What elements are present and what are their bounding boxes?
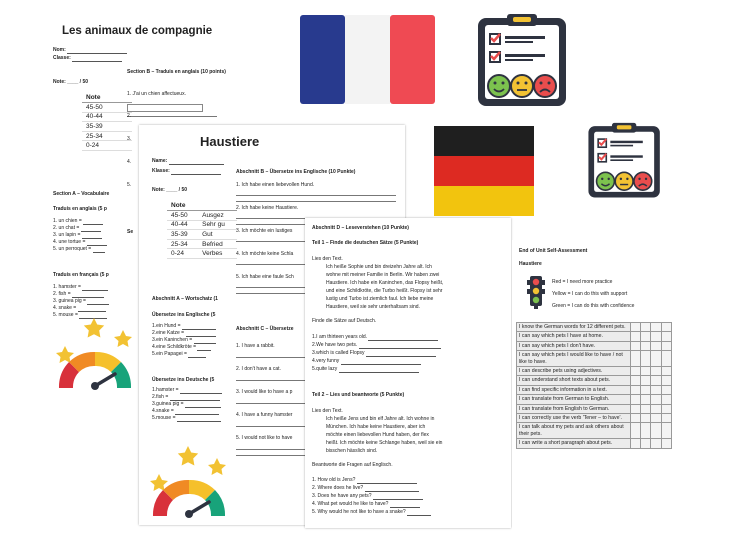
self-assessment-subtitle: Haustiere — [519, 261, 542, 267]
assessment-clipboard-icon — [586, 116, 672, 206]
german-a-item: 5.ein Papagei = — [152, 351, 206, 358]
french-section-b-heading: Section B – Traduis en anglais (10 points) — [127, 69, 226, 75]
rating-cell[interactable] — [661, 351, 671, 367]
german-a-item: 2.eine Katze = — [152, 330, 216, 337]
can-do-statement: I can say which pets I don't have. — [517, 341, 631, 350]
grade-word: Ausgez — [198, 211, 237, 221]
german-a-item: 4.eine Schildkröte = — [152, 344, 211, 351]
german-c-item: 2. I don't have a cat. — [236, 366, 281, 372]
grade-range: 40-44 — [167, 220, 198, 230]
rating-cell[interactable] — [640, 439, 650, 448]
german-b-item: 3. Ich möchte ein lustiges — [236, 228, 293, 234]
german-b-item: 5. Ich habe eine faule Sch — [236, 274, 294, 280]
teil2-question: 1. How old is Jens? — [312, 477, 417, 484]
french-nom-label: Nom: — [53, 47, 66, 53]
lies-text: Lies den Text. — [312, 256, 343, 262]
rating-cell[interactable] — [651, 367, 661, 376]
self-assessment-row — [517, 351, 672, 367]
french-a-item: 2. un chat = — [53, 225, 101, 232]
reading-text-line: Haustiere, weil sie sehr unterhaltsam sind. — [326, 304, 420, 310]
teil2-question: 5. Why would he not like to have a snake? — [312, 509, 431, 516]
teil2-question: 4. What pet would he like to have? — [312, 501, 420, 508]
teil1-item: 1.I am thirteen years old. — [312, 334, 438, 341]
french-a-item: 4. une tortue = — [53, 239, 107, 246]
reading-text-line: wohne mit meiner Familie in Berlin. Wir haben zwei — [326, 272, 440, 278]
reading-text-line: Ich heiße Jens und bin elf Jahre alt. Ich wohne in — [326, 416, 435, 422]
can-do-statement: I can say which pets I would like to have / not like to have. — [517, 351, 631, 367]
german-a-item: 1.hamster = — [152, 387, 222, 394]
grade-word: Verbes — [198, 249, 237, 259]
german-a-item: 1.ein Hund = — [152, 323, 216, 330]
rating-cell[interactable] — [651, 341, 661, 350]
can-do-statement: I know the German words for 12 different pets. — [517, 323, 631, 332]
rating-cell[interactable] — [630, 323, 640, 332]
german-b-item: 1. Ich habe einen liebevollen Hund. — [236, 182, 315, 188]
french-b-num: 4. — [127, 159, 132, 165]
grade-range: 45-50 — [167, 211, 198, 221]
german-c-item: 1. I have a rabbit. — [236, 343, 275, 349]
rating-cell[interactable] — [640, 385, 650, 394]
rating-cell[interactable] — [651, 332, 661, 341]
german-a-item: 3.guinea pig = — [152, 401, 221, 408]
german-b-item: 4. Ich möchte keine Schla — [236, 251, 294, 257]
can-do-statement: I can describe pets using adjectives. — [517, 367, 631, 376]
french-a-sub1: Traduis en anglais (5 p — [53, 206, 107, 212]
rating-cell[interactable] — [661, 423, 671, 439]
rating-cell[interactable] — [651, 323, 661, 332]
german-name-label: Name: — [152, 158, 168, 164]
teil1-item: 4.very funny — [312, 358, 421, 365]
grade-word: Gut — [198, 230, 237, 240]
french-flag — [300, 15, 435, 104]
rating-cell[interactable] — [640, 351, 650, 367]
reading-text-line: heißt. Ich möchte keine Schlange haben, weil sie ein — [326, 440, 443, 446]
rating-cell[interactable] — [630, 367, 640, 376]
french-b-num: 5. — [127, 182, 132, 188]
rating-cell[interactable] — [640, 395, 650, 404]
rating-cell[interactable] — [651, 404, 661, 413]
grade-cell: 0-24 — [82, 141, 132, 151]
teil1-item: 2.We have two pets. — [312, 342, 441, 349]
french-a-item: 2. fish = — [53, 291, 104, 298]
french-title: Les animaux de compagnie — [62, 25, 213, 37]
self-assessment-title: End of Unit Self-Assessment — [519, 248, 588, 254]
rating-cell[interactable] — [640, 404, 650, 413]
french-b-num: 3. — [127, 136, 132, 142]
speedometer-icon — [149, 444, 229, 520]
grade-cell: 25-34 — [82, 131, 132, 141]
teil1-heading: Teil 1 – Finde die deutschen Sätze (5 Punkte) — [312, 240, 419, 246]
french-a-item: 5. mouse = — [53, 312, 107, 319]
rating-cell[interactable] — [640, 423, 650, 439]
speedometer-icon — [55, 316, 135, 392]
self-assessment-row — [517, 376, 672, 385]
rating-cell[interactable] — [661, 395, 671, 404]
can-do-statement: I can write a short paragraph about pets. — [517, 439, 631, 448]
rating-cell[interactable] — [661, 404, 671, 413]
answer-box — [127, 104, 203, 112]
self-assessment-row — [517, 385, 672, 394]
teil1-item: 3.which is called Flopsy — [312, 350, 436, 357]
reading-worksheet — [305, 218, 511, 528]
self-assessment-row — [517, 404, 672, 413]
german-a-item: 2.fish = — [152, 394, 220, 401]
rating-cell[interactable] — [661, 439, 671, 448]
teil2-heading: Teil 2 – Lies und beantworte (5 Punkte) — [312, 392, 405, 398]
rating-cell[interactable] — [661, 323, 671, 332]
german-a-item: 5.mouse = — [152, 415, 221, 422]
reading-text-line: München. Ich habe keine Haustiere, aber ich — [326, 424, 426, 430]
lies-text: Lies den Text. — [312, 408, 343, 414]
rating-cell[interactable] — [630, 332, 640, 341]
french-a-item: 5. un perroquet = — [53, 246, 105, 253]
french-a-item: 3. guinea pig = — [53, 298, 109, 305]
rating-cell[interactable] — [651, 385, 661, 394]
self-assessment-row — [517, 341, 672, 350]
section-d-heading: Abschnitt D – Leseverstehen (10 Punkte) — [312, 225, 409, 231]
grade-header: Note — [167, 201, 198, 211]
rating-cell[interactable] — [630, 414, 640, 423]
grade-range: 35-39 — [167, 230, 198, 240]
rating-cell[interactable] — [630, 395, 640, 404]
self-assessment-row — [517, 367, 672, 376]
german-a-item: 4.snake = — [152, 408, 219, 415]
german-grade-table — [167, 201, 237, 259]
rating-cell[interactable] — [651, 376, 661, 385]
french-a-item: 1. un chien = — [53, 218, 103, 225]
rating-cell[interactable] — [630, 341, 640, 350]
can-do-statement: I can translate from German to English. — [517, 395, 631, 404]
rating-cell[interactable] — [630, 376, 640, 385]
grade-cell: 45-50 — [82, 103, 132, 113]
rating-cell[interactable] — [651, 395, 661, 404]
rating-cell[interactable] — [651, 423, 661, 439]
french-classe-label: Classe: — [53, 55, 71, 61]
reading-text-line: Ich heiße Sophie und bin dreizehn Jahre alt. Ich — [326, 264, 432, 270]
rating-cell[interactable] — [661, 367, 671, 376]
german-flag — [434, 126, 534, 216]
can-do-statement: I can talk about my pets and ask others about their pets. — [517, 423, 631, 439]
french-grade-table — [82, 93, 132, 151]
rating-cell[interactable] — [661, 332, 671, 341]
rating-cell[interactable] — [661, 414, 671, 423]
self-assessment-row — [517, 439, 672, 448]
legend-green: Green = I can do this with confidence — [552, 303, 635, 309]
self-assessment-sheet — [512, 240, 728, 538]
self-assessment-row — [517, 423, 672, 439]
german-klasse-label: Klasse: — [152, 168, 170, 174]
grade-word: Sehr gu — [198, 220, 237, 230]
reading-text-line: bisschen hässlich sind. — [326, 448, 378, 454]
german-section-b-heading: Abschnitt B – Übersetze ins Englische (10 Punkte) — [236, 169, 356, 175]
french-a-item: 1. hamster = — [53, 284, 108, 291]
can-do-statement: I can correctly use the verb 'Tener – to have'. — [517, 414, 631, 423]
legend-red: Red = I need more practice — [552, 279, 613, 285]
french-b-num: 2. — [127, 113, 132, 119]
french-note: Note: ____ / 50 — [53, 79, 89, 85]
rating-cell[interactable] — [640, 414, 650, 423]
grade-word: Befried — [198, 239, 237, 249]
rating-cell[interactable] — [640, 332, 650, 341]
can-do-statement: I can say which pets I have at home. — [517, 332, 631, 341]
rating-cell[interactable] — [651, 414, 661, 423]
rating-cell[interactable] — [630, 439, 640, 448]
reading-text-line: Haustiere. Ich habe ein Kaninchen, das Flopsy heißt, — [326, 280, 444, 286]
self-assessment-table — [516, 322, 672, 449]
teil2-question: 2. Where does he live? — [312, 485, 419, 492]
rating-cell[interactable] — [651, 351, 661, 367]
grade-range: 25-34 — [167, 239, 198, 249]
assessment-clipboard-icon — [475, 12, 581, 110]
rating-cell[interactable] — [630, 385, 640, 394]
rating-cell[interactable] — [630, 351, 640, 367]
german-a-item: 3.ein Kaninchen = — [152, 337, 216, 344]
french-b-item: 1. J'ai un chien affectueux. — [127, 91, 186, 97]
german-c-item: 5. I would not like to have — [236, 435, 293, 441]
german-c-item: 3. I would like to have a p — [236, 389, 293, 395]
rating-cell[interactable] — [640, 323, 650, 332]
rating-cell[interactable] — [640, 341, 650, 350]
teil1-item: 5.quite lazy — [312, 366, 419, 373]
legend-yellow: Yellow = I can do this with support — [552, 291, 628, 297]
rating-cell[interactable] — [630, 423, 640, 439]
french-a-item: 4. snake = — [53, 305, 106, 312]
french-side-text: Se — [127, 229, 134, 235]
finde-text: Finde die Sätze auf Deutsch. — [312, 318, 377, 324]
french-section-a-heading: Section A – Vocabulaire — [53, 191, 110, 197]
german-section-a-heading: Abschnitt A – Wortschatz (1 — [152, 296, 218, 302]
self-assessment-row — [517, 395, 672, 404]
french-a-sub2: Traduis en français (5 p — [53, 272, 109, 278]
german-c-item: 4. I have a funny hamster — [236, 412, 293, 418]
grade-cell: 35-39 — [82, 122, 132, 132]
rating-cell[interactable] — [661, 385, 671, 394]
traffic-light-icon — [526, 275, 546, 309]
german-a-sub1: Übersetze ins Englische (5 — [152, 312, 216, 318]
grade-range: 0-24 — [167, 249, 198, 259]
reading-text-line: lustig und Turbo ist ziemlich faul. Ich liebe meine — [326, 296, 434, 302]
grade-cell: 40-44 — [82, 112, 132, 122]
german-note: Note: ____ / 50 — [152, 187, 188, 193]
grade-header: Note — [82, 93, 132, 103]
german-b-item: 2. Ich habe keine Haustiere. — [236, 205, 299, 211]
reading-text-line: und eine Schildkröte, die Turbo heißt. Flopsy ist sehr — [326, 288, 443, 294]
self-assessment-row — [517, 332, 672, 341]
rating-cell[interactable] — [630, 404, 640, 413]
teil2-question: 3. Does he have any pets? — [312, 493, 423, 500]
beantworte-text: Beantworte die Fragen auf Englisch. — [312, 462, 393, 468]
rating-cell[interactable] — [640, 367, 650, 376]
can-do-statement: I can translate from English to German. — [517, 404, 631, 413]
rating-cell[interactable] — [651, 439, 661, 448]
rating-cell[interactable] — [661, 341, 671, 350]
self-assessment-row — [517, 323, 672, 332]
german-section-c-heading: Abschnitt C – Übersetze — [236, 326, 294, 332]
rating-cell[interactable] — [640, 376, 650, 385]
can-do-statement: I can understand short texts about pets. — [517, 376, 631, 385]
german-title: Haustiere — [200, 134, 260, 149]
rating-cell[interactable] — [661, 376, 671, 385]
can-do-statement: I can find specific information in a text. — [517, 385, 631, 394]
german-a-sub2: Übersetze ins Deutsche (5 — [152, 377, 215, 383]
french-a-item: 3. un lapin = — [53, 232, 102, 239]
reading-text-line: möchte einen liebevollen Hund haben, der flex — [326, 432, 429, 438]
self-assessment-row — [517, 414, 672, 423]
